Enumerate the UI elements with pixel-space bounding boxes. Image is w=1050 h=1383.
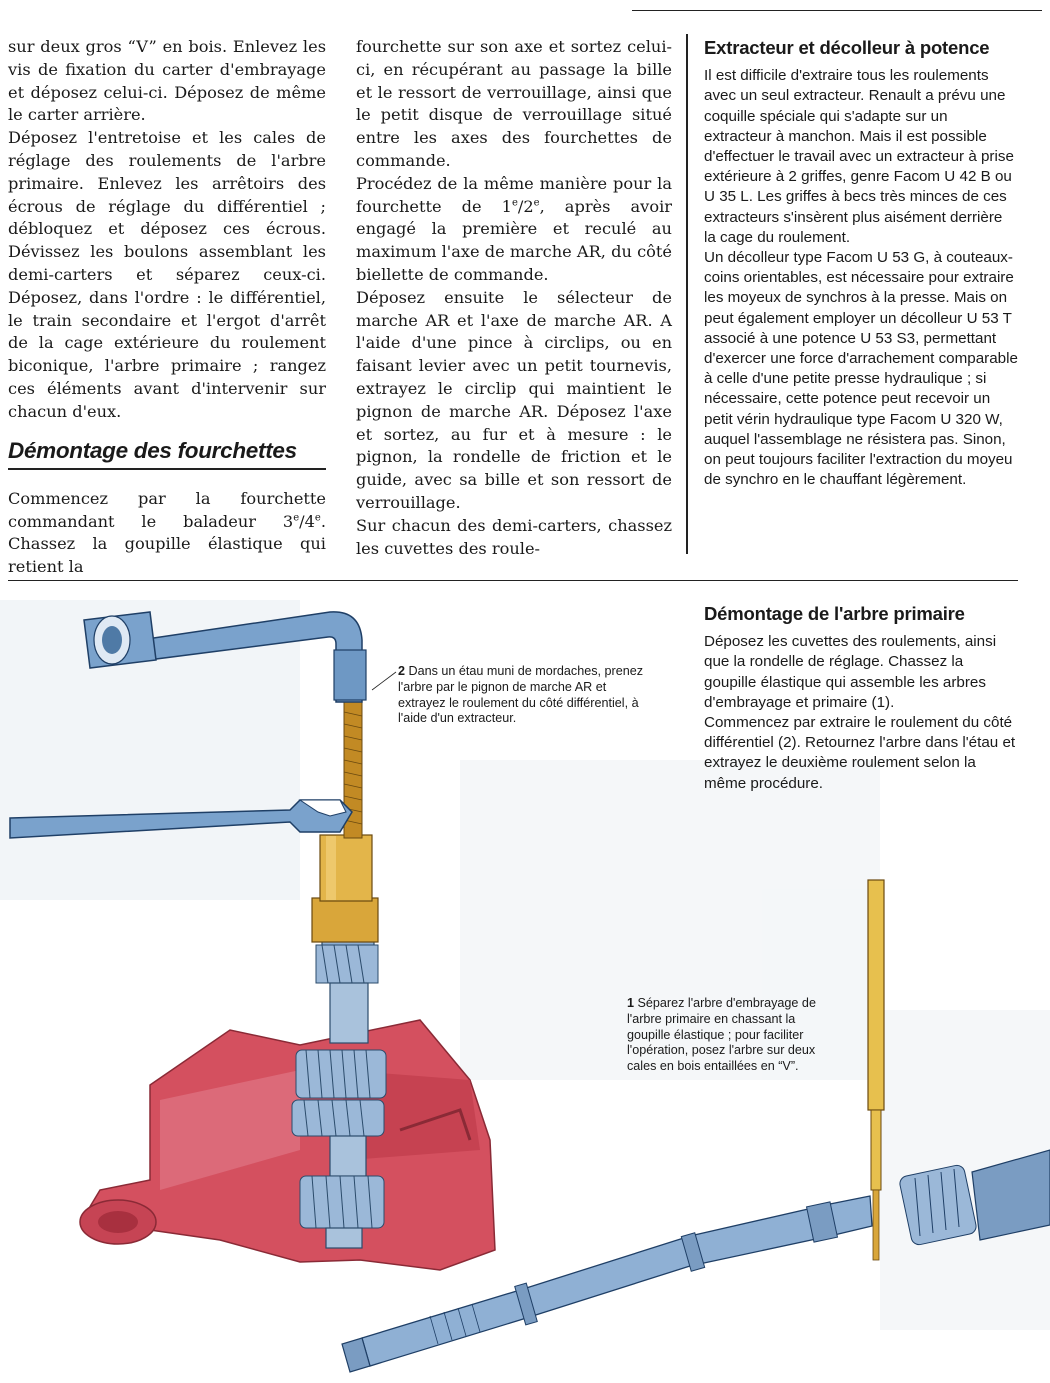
caption-1-text: Séparez l'arbre d'embrayage de l'arbre primaire en chassant la goupille élastique ; pour faciliter l'opération, posez l'arbre sur deux cales en bois entaillées en “V”. [627,996,816,1074]
col2-paragraph-1: fourchette sur son axe et sortez celui-ci, en récupérant au passage la bille et le ressort de verrouillage, ainsi que le petit disque de verrouillage situé entre les axes des fourchettes de commande. [356,37,672,170]
col1-paragraph-2: Déposez l'entretoise et les cales de réglage des roulements de l'arbre primaire. Enlevez les arrêtoirs des écrous de réglage du différentiel ; débloquez et déposez ces écrous. Dévissez les boulons assemblant les demi-carters et séparez ceux-ci. Déposez, dans l'ordre : le différentiel, le train secondaire et l'ergot d'arrêt de la cage extérieure du roulement biconique, l'arbre primaire ; rangez ces éléments avant d'intervenir sur chacun d'eux. [8,128,326,421]
gear-shaft [292,940,386,1248]
caption-1-number: 1 [627,996,635,1010]
col1-paragraph-1: sur deux gros “V” en bois. Enlevez les vis de fixation du carter d'embrayage et déposez celui-ci. Déposez de même le carter arrière. [8,37,326,125]
col2-paragraph-4: Sur chacun des demi-carters, chassez les cuvettes des roule- [356,515,672,558]
section-heading-fourchettes: Démontage des fourchettes [8,437,297,463]
col2-paragraph-2: Procédez de la même manière pour la fourchette de 1e/2e, après avoir engagé la première et reculé au maximum l'axe de marche AR, du côté biellette de commande. [356,173,672,284]
box-paragraph-1: Il est difficile d'extraire tous les roulements avec un seul extracteur. Renault a prévu une coquille spéciale qui s'adapte sur un extracteur à manchon. Mais il est possible d'effectuer le travail avec un extracteur à prise extérieure à 2 griffes, genre Facom U 42 B ou U 35 L. Les griffes à becs très minces de ces extracteurs s'insèrent plus aisément derrière la cage du roulement. [704,67,1014,246]
col2-paragraph-3: Déposez ensuite le sélecteur de marche AR et l'axe de marche AR. A l'aide d'une pince à circlips, ou en faisant levier avec un petit tournevis, extrayez le circlip qui maintient le pignon de marche AR. Déposez l'axe et sortez, au fur et à mesure : le pignon, la rondelle de friction et le guide, avec sa bille et son ressort de verrouillage. [356,287,672,512]
arbre-title: Démontage de l'arbre primaire [704,603,965,624]
caption-2-text: Dans un étau muni de mordaches, prenez l'arbre par le pignon de marche AR et extrayez le roulement du côté différentiel, à l'aide d'un extracteur. [398,664,644,726]
col1-paragraph-3: Commencez par la fourchette commandant le baladeur 3e/4e. Chassez la goupille élastique qui retient la [8,488,326,577]
vise [80,1020,495,1270]
box-title: Extracteur et décolleur à potence [704,37,990,58]
arbre-paragraph-2: Commencez par extraire le roulement du côté différentiel (2). Retournez l'arbre dans l'étau et extrayez le deuxième roulement selon la même procédure. [704,714,1016,792]
box-paragraph-2: Un décolleur type Facom U 53 G, à couteaux-coins orientables, est nécessaire pour extraire les moyeux de synchros à la presse. Mais on peut également employer un décolleur U 53 T associé à une potence U 53 S3, permettant d'exercer une force d'arrachement comparable à celle d'une petite presse hydraulique ; si nécessaire, cette potence peut recevoir un petit vérin hydraulique type Facom U 320 W, auquel l'assemblage ne résistera pas. Sinon, on peut toujours faciliter l'extraction du moyeu de synchro en le chauffant légèrement. [704,249,1018,489]
caption-2 [398,664,648,727]
arbre-section [704,604,1018,794]
arbre-paragraph-1: Déposez les cuvettes des roulements, ainsi que la rondelle de réglage. Chassez la goupille élastique qui assemble les arbres d'embrayage et primaire (1). [704,633,997,711]
caption-1 [627,996,839,1075]
caption-2-leader [372,672,396,690]
caption-2-number: 2 [398,664,406,678]
